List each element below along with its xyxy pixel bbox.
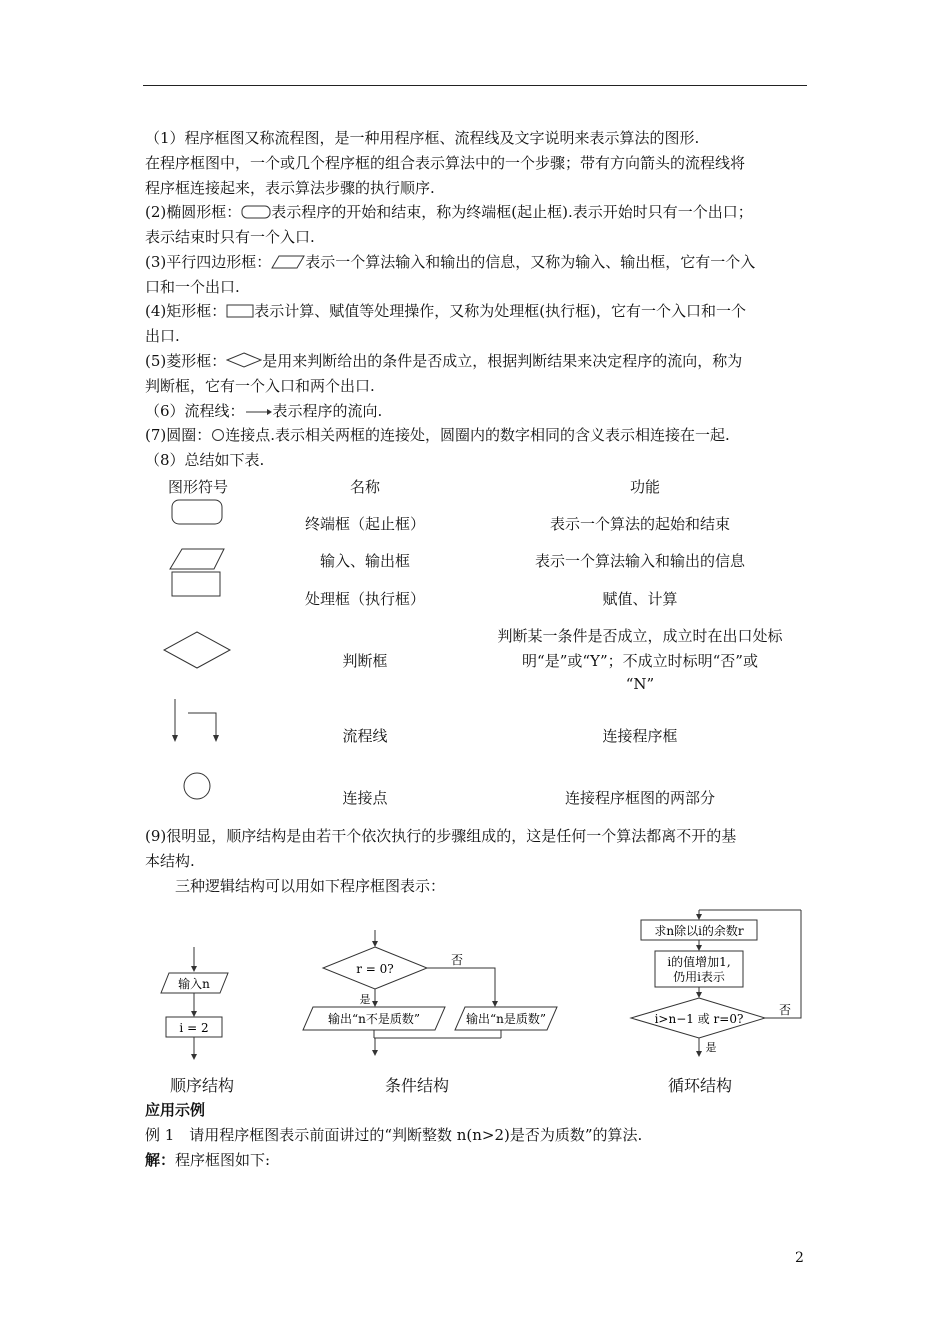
header-rule [143, 85, 807, 86]
table-row-2-name: 输入、输出框 [319, 552, 410, 570]
para-6 [145, 401, 382, 421]
para-1: （1）程序框图又称流程图，是一种用程序框、流程线及文字说明来表示算法的图形. [145, 129, 700, 147]
condition-label: r = 0? [356, 962, 394, 976]
table-header-function: 功能 [629, 478, 660, 496]
loop-condition-label: i>n−1 或 r=0? [654, 1012, 744, 1026]
yes-label: 是 [359, 993, 371, 1006]
para-10: 三种逻辑结构可以用如下程序框图表示： [175, 877, 446, 895]
para-6-label: （6）流程线： [145, 402, 245, 420]
para-3-label: (3)平行四边形框： [145, 253, 272, 271]
para-1-cont: 在程序框图中，一个或几个程序框的组合表示算法中的一个步骤；带有方向箭头的流程线将 [145, 154, 746, 172]
conditional-structure-diagram [295, 928, 565, 1068]
table-row-6-func: 连接程序框图的两部分 [564, 789, 715, 807]
table-row-1-func: 表示一个算法的起始和结束 [549, 515, 730, 533]
increment-label-2: 仍用i表示 [673, 970, 725, 984]
table-row-4-func-2: 明“是”或“Y”；不成立时标明“否”或 [522, 652, 758, 670]
table-row-4-name: 判断框 [342, 652, 388, 670]
example-heading: 应用示例 [145, 1101, 206, 1119]
rectangle-shape-icon [226, 304, 254, 318]
loop-yes-label: 是 [705, 1041, 717, 1054]
table-row-5-func: 连接程序框 [602, 727, 678, 745]
para-5-cont: 判断框，它有一个入口和两个出口. [145, 377, 375, 395]
sequence-caption: 顺序结构 [170, 1076, 235, 1095]
table-row-4-func-3: “N” [625, 675, 655, 693]
table-row-3-func: 赋值、计算 [602, 590, 678, 608]
table-row-1-name: 终端框（起止框） [304, 515, 425, 533]
para-4 [145, 301, 746, 321]
loop-structure-diagram [625, 900, 810, 1065]
process-symbol [172, 572, 220, 596]
table-row-4-func-1: 判断某一条件是否成立，成立时在出口处标 [497, 627, 783, 645]
para-2-cont: 表示结束时只有一个入口. [145, 228, 315, 246]
para-4-text: 表示计算、赋值等处理操作，又称为处理框(执行框)，它有一个入口和一个 [254, 302, 746, 320]
solution-line [145, 1150, 270, 1170]
io-symbol [170, 549, 224, 569]
circle-shape-icon [211, 428, 225, 442]
para-8: （8）总结如下表. [145, 451, 265, 469]
solution-text: 程序框图如下: [175, 1151, 271, 1169]
parallelogram-shape-icon [271, 255, 305, 269]
para-4-label: (4)矩形框： [145, 302, 227, 320]
input-label: 输入n [178, 977, 210, 991]
output-prime-label: 输出“n是质数” [466, 1012, 546, 1026]
para-1-cont2: 程序框连接起来，表示算法步骤的执行顺序. [145, 179, 435, 197]
para-7-label: (7)圆圈： [145, 426, 212, 444]
connector-symbol [184, 773, 210, 799]
para-5 [145, 351, 742, 371]
diamond-shape-icon [226, 352, 262, 368]
para-3-text: 表示一个算法输入和输出的信息，又称为输入、输出框，它有一个入 [305, 253, 756, 271]
arrow-right-icon [245, 406, 273, 418]
table-row-2-func: 表示一个算法输入和输出的信息 [534, 552, 745, 570]
terminal-shape-icon [241, 205, 271, 219]
sequence-structure-diagram [150, 945, 240, 1065]
decision-symbol [164, 632, 230, 668]
para-3-cont: 口和一个出口. [145, 278, 240, 296]
flowline-symbol [172, 699, 219, 742]
para-7-text: 连接点.表示相关两框的连接处，圆圈内的数字相同的含义表示相连接在一起. [225, 426, 730, 444]
para-5-text: 是用来判断给出的条件是否成立，根据判断结果来决定程序的流向，称为 [262, 352, 743, 370]
solution-label: 解： [145, 1151, 176, 1169]
remainder-label: 求n除以i的余数r [654, 924, 744, 938]
loop-caption: 循环结构 [668, 1076, 733, 1095]
table-header-symbol: 图形符号 [167, 478, 228, 496]
assign-label: i = 2 [179, 1021, 209, 1035]
table-row-5-name: 流程线 [342, 727, 388, 745]
example-question: 例 1 请用程序框图表示前面讲过的“判断整数 n(n>2)是否为质数”的算法. [145, 1126, 643, 1144]
para-3 [145, 252, 755, 272]
para-2-label: (2)椭圆形框： [145, 203, 242, 221]
table-symbols [150, 495, 250, 815]
para-2-text: 表示程序的开始和结束，称为终端框(起止框).表示开始时只有一个出口； [271, 203, 753, 221]
para-9: (9)很明显，顺序结构是由若干个依次执行的步骤组成的，这是任何一个算法都离不开的基 [145, 827, 737, 845]
loop-no-label: 否 [778, 1003, 792, 1017]
para-2 [145, 202, 753, 222]
para-5-label: (5)菱形框： [145, 352, 227, 370]
table-row-6-name: 连接点 [342, 789, 388, 807]
increment-label-1: i的值增加1, [667, 955, 731, 969]
para-4-cont: 出口. [145, 327, 180, 345]
conditional-caption: 条件结构 [385, 1076, 450, 1095]
para-9-cont: 本结构. [145, 852, 195, 870]
terminal-symbol [172, 500, 222, 524]
output-not-prime-label: 输出“n不是质数” [328, 1012, 420, 1026]
table-header-name: 名称 [349, 478, 380, 496]
para-6-text: 表示程序的流向. [272, 402, 383, 420]
no-label: 否 [450, 953, 464, 967]
page-number: 2 [795, 1250, 804, 1266]
table-row-3-name: 处理框（执行框） [304, 590, 425, 608]
para-7 [145, 425, 730, 445]
